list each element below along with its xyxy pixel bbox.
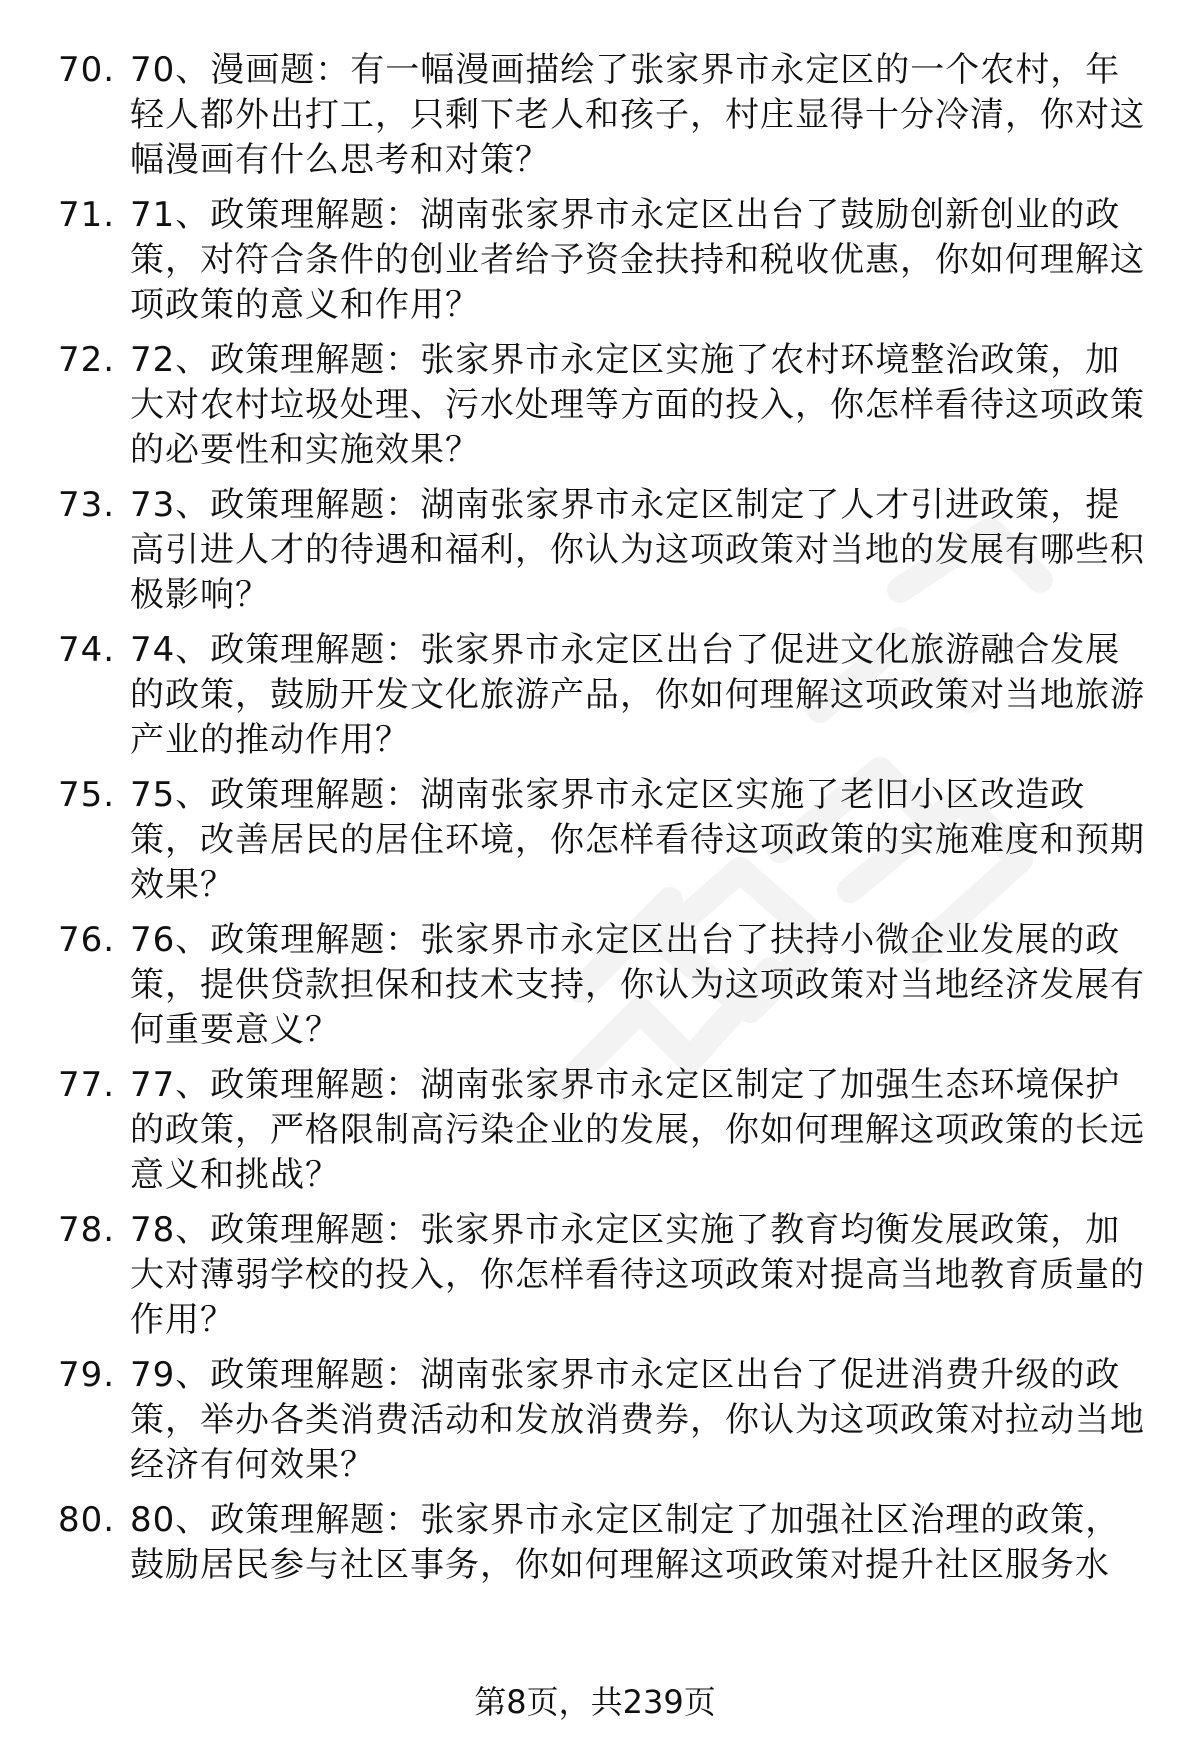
list-item-number: 79. [58, 1355, 116, 1395]
list-item-number: 78. [58, 1210, 116, 1250]
list-item-text: 76、政策理解题：张家界市永定区出台了扶持小微企业发展的政策，提供贷款担保和技术支持，你认为这项政策对当地经济发展有何重要意义？ [130, 920, 1145, 1050]
list-item [0, 628, 1190, 763]
list-item-number: 80. [58, 1500, 116, 1540]
list-item [0, 918, 1190, 1053]
list-item [0, 48, 1190, 183]
list-item-number: 71. [58, 195, 116, 235]
list-item [0, 1498, 1190, 1588]
list-item [0, 1208, 1190, 1343]
list-item-number: 72. [58, 340, 116, 380]
list-item-text: 73、政策理解题：湖南张家界市永定区制定了人才引进政策，提高引进人才的待遇和福利，你认为这项政策对当地的发展有哪些积极影响？ [130, 485, 1145, 615]
list-item [0, 1353, 1190, 1488]
list-item-number: 76. [58, 920, 116, 960]
list-item-number: 77. [58, 1065, 116, 1105]
list-item-text: 77、政策理解题：湖南张家界市永定区制定了加强生态环境保护的政策，严格限制高污染企业的发展，你如何理解这项政策的长远意义和挑战？ [130, 1065, 1145, 1195]
list-item-text: 78、政策理解题：张家界市永定区实施了教育均衡发展政策，加大对薄弱学校的投入，你怎样看待这项政策对提高当地教育质量的作用？ [130, 1210, 1145, 1340]
list-item [0, 483, 1190, 618]
list-item [0, 338, 1190, 473]
list-item-text: 74、政策理解题：张家界市永定区出台了促进文化旅游融合发展的政策，鼓励开发文化旅游产品，你如何理解这项政策对当地旅游产业的推动作用？ [130, 630, 1145, 760]
list-item-text: 72、政策理解题：张家界市永定区实施了农村环境整治政策，加大对农村垃圾处理、污水处理等方面的投入，你怎样看待这项政策的必要性和实施效果？ [130, 340, 1145, 470]
list-item-text: 80、政策理解题：张家界市永定区制定了加强社区治理的政策，鼓励居民参与社区事务，你如何理解这项政策对提升社区服务水 [130, 1500, 1121, 1585]
question-list [0, 48, 1190, 1598]
list-item [0, 193, 1190, 328]
list-item [0, 773, 1190, 908]
list-item-text: 75、政策理解题：湖南张家界市永定区实施了老旧小区改造政策，改善居民的居住环境，你怎样看待这项政策的实施难度和预期效果？ [130, 775, 1145, 905]
list-item-text: 79、政策理解题：湖南张家界市永定区出台了促进消费升级的政策，举办各类消费活动和发放消费券，你认为这项政策对拉动当地经济有何效果？ [130, 1355, 1145, 1485]
list-item-number: 73. [58, 485, 116, 525]
list-item [0, 1063, 1190, 1198]
list-item-text: 71、政策理解题：湖南张家界市永定区出台了鼓励创新创业的政策，对符合条件的创业者给予资金扶持和税收优惠，你如何理解这项政策的意义和作用？ [130, 195, 1145, 325]
page-number-footer: 第8页，共239页 [474, 1683, 716, 1721]
list-item-text: 70、漫画题：有一幅漫画描绘了张家界市永定区的一个农村，年轻人都外出打工，只剩下老人和孩子，村庄显得十分冷清，你对这幅漫画有什么思考和对策？ [130, 50, 1145, 180]
list-item-number: 75. [58, 775, 116, 815]
list-item-number: 74. [58, 630, 116, 670]
list-item-number: 70. [58, 50, 116, 90]
